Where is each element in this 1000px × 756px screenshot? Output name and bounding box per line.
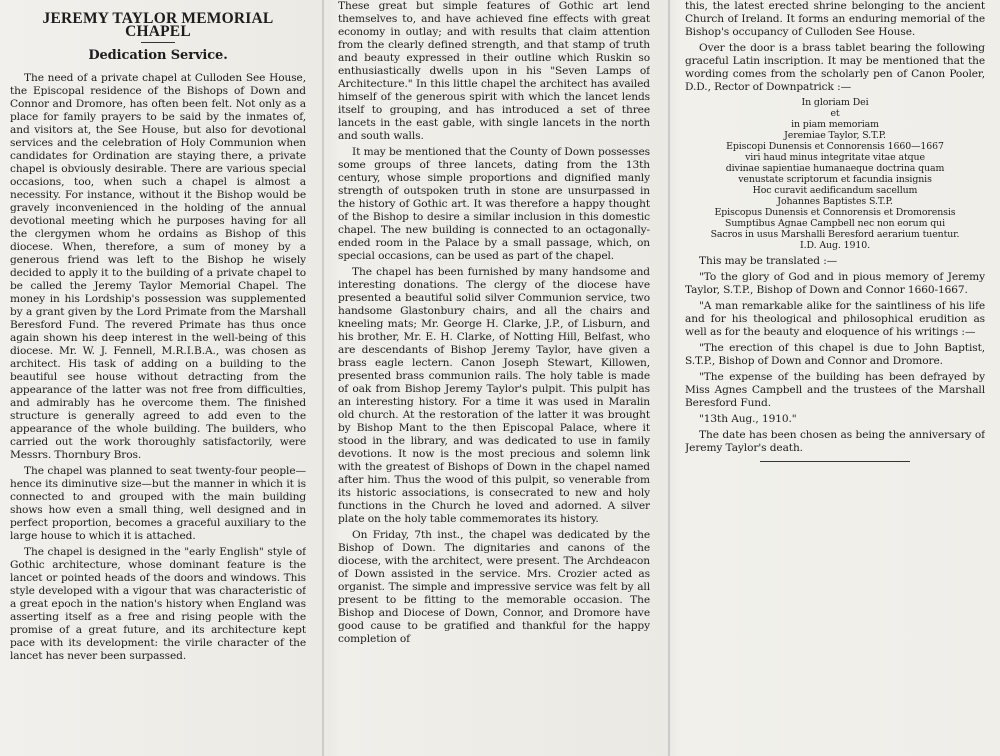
latin-inscription (685, 97, 985, 251)
column-fold-left (322, 0, 324, 756)
inscription-line: Episcopus Dunensis et Connorensis et Dromorensis (714, 207, 956, 218)
translation-intro: This may be translated :— (699, 255, 838, 267)
masthead-rule (141, 42, 175, 43)
paragraph: The chapel is designed in the "early English" style of Gothic architecture, whose dominant feature is the lancet or pointed heads of the doors and windows. This style developed with a vigour that was characteristic of a great epoch in the nation's history when England was asserting itself as a free and rising people with the promise of a great future, and its architecture kept pace with its development: the virile character of the lancet has never been surpassed. (10, 546, 306, 662)
paragraph: On Friday, 7th inst., the chapel was dedicated by the Bishop of Down. The dignitaries and canons of the diocese, with the architect, were present. The Archdeacon of Down assisted in the service. Mrs. Crozier acted as organist. The simple and impressive service was felt by all present to be fitting to the memorable occasion. The Bishop and Diocese of Down, Connor, and Dromore have good cause to be gratified and thankful for the happy completion of (338, 529, 650, 645)
paragraph: The chapel has been furnished by many handsome and interesting donations. The clergy of the diocese have presented a beautiful solid silver Communion service, two handsome Glastonbury chairs, and all the chairs and kneeling mats; Mr. George H. Clarke, J.P., of Lisburn, and his brother, Mr. E. H. Clarke, of Notting Hill, Belfast, who are descendants of Bishop Jeremy Taylor, have given a brass eagle lectern. Canon Joseph Stewart, Killowen, presented brass communion rails. The holy table is made of oak from Bishop Jeremy Taylor's pulpit. This pulpit has an interesting history. For a time it was used in Maralin old church. At the restoration of the latter it was brought by Bishop Mant to the then Episcopal Palace, where it stood in the library, and was dedicated to use in family devotions. It now is the most precious and solemn link with the greatest of Bishops of Down in the chapel named after him. Thus the wood of this pulpit, so venerable from its historic associations, is consecrated to new and holy functions in the Church he loved and adorned. A silver plate on the holy table commemorates its history. (338, 266, 650, 525)
inscription-line: divinae sapientiae humanaeque doctrina quam (725, 163, 945, 174)
translation-paragraph: "The expense of the building has been defrayed by Miss Agnes Campbell and the trustees of the Marshall Beresford Fund. (685, 371, 985, 409)
column-fold-right (668, 0, 670, 756)
inscription-line: et (830, 108, 840, 119)
inscription-line: Jeremiae Taylor, S.T.P. (784, 130, 886, 141)
translation-paragraph: "To the glory of God and in pious memory of Jeremy Taylor, S.T.P., Bishop of Down and Connor 1660-1667. (685, 271, 985, 296)
translation-paragraph: "The erection of this chapel is due to John Baptist, S.T.P., Bishop of Down and Connor and Dromore. (685, 342, 985, 367)
article-masthead: JEREMY TAYLOR MEMORIAL CHAPEL (42, 10, 274, 40)
paragraph: The chapel was planned to seat twenty-four people—hence its diminutive size—but the manner in which it is connected to and grouped with the main building shows how even a small thing, well designed and in perfect proportion, becomes a graceful auxiliary to the large house to which it is attached. (10, 465, 306, 542)
column-three (685, 0, 985, 756)
paragraph: this, the latest erected shrine belonging to the ancient Church of Ireland. It forms an enduring memorial of the Bishop's occupancy of Culloden See House. (685, 0, 985, 38)
inscription-line: Sumptibus Agnae Campbell nec non eorum qui (725, 218, 945, 229)
inscription-line: Sacros in usus Marshalli Beresford aerarium tuentur. (710, 229, 960, 240)
column-two (338, 0, 650, 756)
article-subhead: Dedication Service. (88, 48, 228, 63)
column-one (10, 0, 306, 756)
paragraph: Over the door is a brass tablet bearing the following graceful Latin inscription. It may be mentioned that the wording comes from the scholarly pen of Canon Pooler, D.D., Rector of Downpatrick :— (685, 42, 985, 93)
closing-paragraph: The date has been chosen as being the anniversary of Jeremy Taylor's death. (685, 429, 985, 454)
inscription-line: In gloriam Dei (801, 97, 869, 108)
inscription-line: Johannes Baptistes S.T.P. (777, 196, 893, 207)
inscription-line: Hoc curavit aedificandum sacellum (752, 185, 918, 196)
translation-paragraph: "A man remarkable alike for the saintliness of his life and for his theological and philosophical erudition as well as for the beauty and eloquence of his writings :— (685, 300, 985, 338)
article-end-rule (760, 461, 910, 462)
inscription-line: viri haud minus integritate vitae atque (745, 152, 925, 163)
paragraph: The need of a private chapel at Culloden See House, the Episcopal residence of the Bishops of Down and Connor and Dromore, has often been felt. Not only as a place for family prayers to be said by the inmates of, and visitors at, the See House, but also for devotional services and the celebration of Holy Communion when candidates for Ordination are staying there, a private chapel is obviously desirable. There are various special occasions, too, when such a chapel is almost a necessity. For instance, without it the Bishop would be gravely inconvenienced in the holding of the annual devotional meeting which he purposes having for all the clergymen whom he ordains as Bishop of this diocese. When, therefore, a sum of money by a generous friend was left to the Bishop he wisely decided to apply it to the building of a private chapel to be called the Jeremy Taylor Memorial Chapel. The money in his Lordship's possession was supplemented by a grant given by the Lord Primate from the Marshall Beresford Fund. The revered Primate has thus once again shown his deep interest in the well-being of this diocese. Mr. W. J. Fennell, M.R.I.B.A., was chosen as architect. His task of adding on a building to the beautiful see house without detracting from the appearance of the latter was not free from difficulties, and admirably has he overcome them. The finished structure is generally agreed to add even to the appearance of the whole building. The builders, who carried out the work thoroughly satisfactorily, were Messrs. Thornbury Bros. (10, 72, 306, 461)
inscription-line: in piam memoriam (791, 119, 879, 130)
inscription-line: I.D. Aug. 1910. (800, 240, 870, 251)
paragraph: These great but simple features of Gothic art lend themselves to, and have achieved fine effects with great economy in outlay; and with results that claim attention from the clearly defined strength, and that stamp of truth and beauty expressed in their outline which Ruskin so enthusiastically dwells upon in his "Seven Lamps of Architecture." In this little chapel the architect has availed himself of the generous spirit with which the lancet lends itself to grouping, and has introduced a set of three lancets in the east gable, with single lancets in the north and south walls. (338, 0, 650, 142)
inscription-line: venustate scriptorum et facundia insignis (738, 174, 932, 185)
paragraph: It may be mentioned that the County of Down possesses some groups of three lancets, dating from the 13th century, whose simple proportions and dignified manly strength of outspoken truth in stone are unsurpassed in the history of Gothic art. It was therefore a happy thought of the Bishop to desire a similar inclusion in this domestic chapel. The new building is connected to an octagonally-ended room in the Palace by a small passage, which, on special occasions, can be used as part of the chapel. (338, 146, 650, 262)
translation-paragraph: "13th Aug., 1910." (699, 413, 797, 425)
inscription-line: Episcopi Dunensis et Connorensis 1660—1667 (726, 141, 944, 152)
